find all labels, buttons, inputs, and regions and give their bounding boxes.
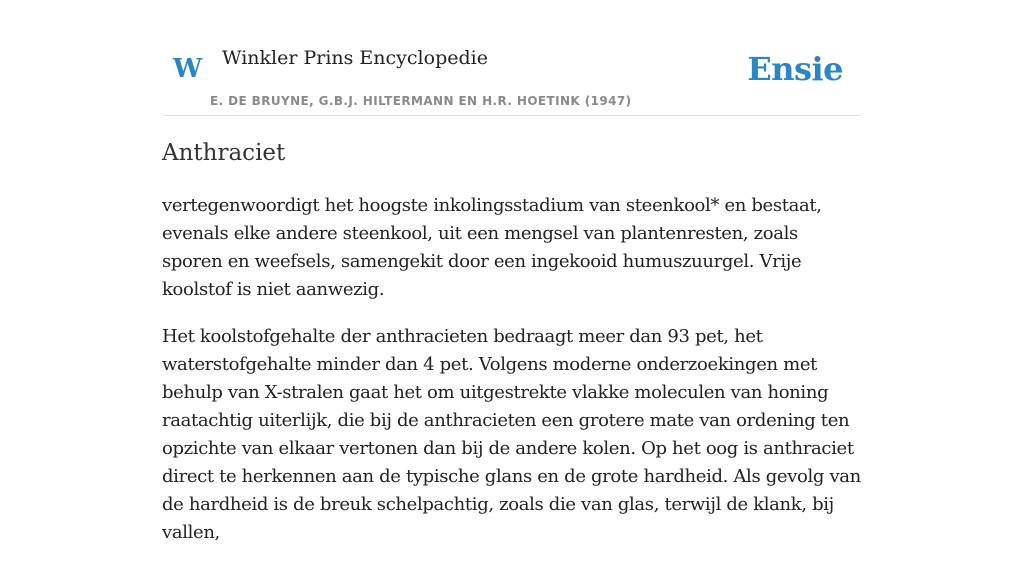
article-paragraph-1: vertegenwoordigt het hoogste inkolingsstadium van steenkool* en bestaat, evenals elke andere steenkool, uit een mengsel van plantenresten, zoals sporen en weefsels, samengekit door een ingekooid humuszuurgel. Vrije koolstof is niet aanwezig. [162,195,822,300]
article-paragraph-2: Het koolstofgehalte der anthracieten bedraagt meer dan 93 pet, het waterstofgehalte minder dan 4 pet. Volgens moderne onderzoekingen met behulp van X-stralen gaat het om uitgestrekte vlakke moleculen van honing raatachtig uiterlijk, die bij de anthracieten een grotere mate van ordening ten opzichte van elkaar vertonen dan bij de andere kolen. Op het oog is anthraciet direct te herkennen aan de typische glans en de grote hardheid. Als gevolg van de hardheid is de breuk schelpachtig, zoals die van glas, terwijl de klank, bij vallen, [162,326,861,543]
ensie-logo[interactable]: Ensie [747,50,843,88]
article-title: Anthraciet [162,140,286,166]
page-header [162,40,862,116]
article-body [162,192,862,566]
publication-authors: E. DE BRUYNE, G.B.J. HILTERMANN EN H.R. HOETINK (1947) [210,94,632,108]
winkler-prins-logo[interactable]: W [173,54,203,84]
publication-title[interactable]: Winkler Prins Encyclopedie [222,47,488,69]
